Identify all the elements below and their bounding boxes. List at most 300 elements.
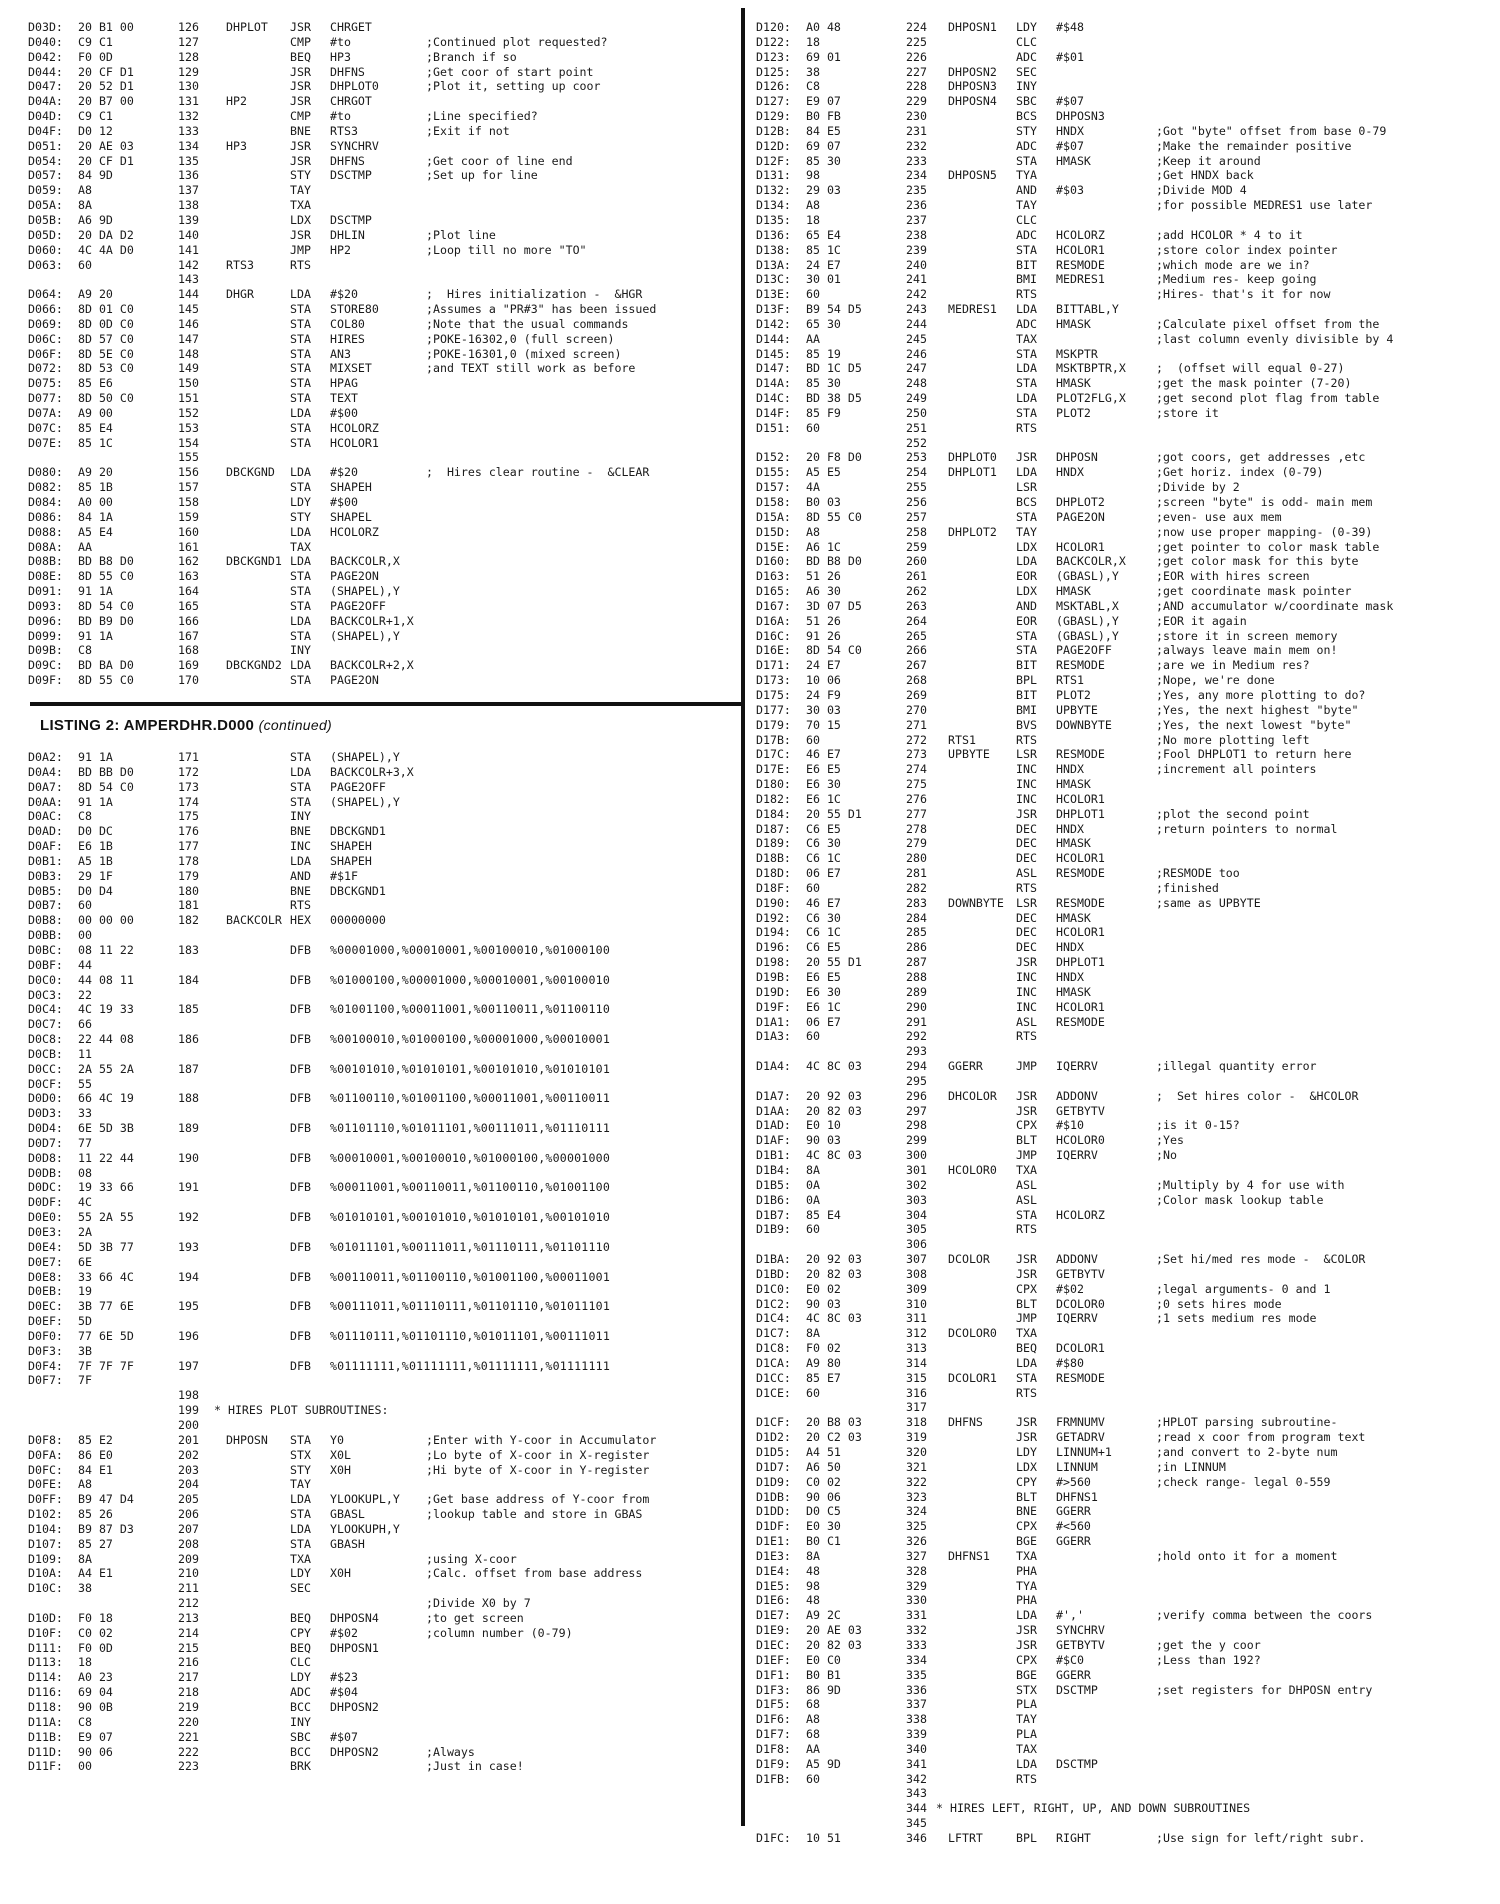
- code-operand: PAGE2OFF: [330, 779, 386, 794]
- code-opcode: BEQ: [290, 1640, 311, 1655]
- code-address: D0E0:: [28, 1210, 63, 1225]
- code-hex-bytes: 06 E7: [806, 866, 841, 881]
- code-hex-bytes: 20 B1 00: [78, 20, 134, 34]
- code-line: [756, 1727, 1476, 1742]
- code-hex-bytes: 8D 55 C0: [806, 509, 862, 524]
- code-opcode: LDA: [290, 658, 311, 673]
- code-opcode: JMP: [290, 242, 311, 257]
- code-operand: #>560: [1056, 1474, 1091, 1489]
- code-address: D145:: [756, 346, 791, 361]
- code-line-number: 193: [178, 1239, 199, 1254]
- code-label: HP3: [226, 138, 247, 153]
- code-line-number: 169: [178, 658, 199, 673]
- code-opcode: BNE: [1016, 1504, 1037, 1519]
- code-address: D160:: [756, 554, 791, 569]
- code-line: [28, 1195, 728, 1210]
- code-hex-bytes: A4 E1: [78, 1566, 113, 1581]
- code-line-number: 231: [906, 123, 927, 138]
- code-line-number: 239: [906, 242, 927, 257]
- code-line-number: 139: [178, 212, 199, 227]
- code-line-number: 346: [906, 1830, 927, 1845]
- code-comment: ;verify comma between the coors: [1156, 1608, 1373, 1623]
- code-line: [28, 1270, 728, 1285]
- code-line-number: 265: [906, 628, 927, 643]
- code-opcode: STA: [290, 391, 311, 406]
- code-hex-bytes: B9 54 D5: [806, 302, 862, 317]
- code-line: [28, 1611, 728, 1626]
- code-address: D0B5:: [28, 883, 63, 898]
- code-address: D11B:: [28, 1729, 63, 1744]
- code-line-number: 249: [906, 391, 927, 406]
- code-line: [756, 1297, 1476, 1312]
- code-line: [756, 1668, 1476, 1683]
- code-opcode: TXA: [1016, 1326, 1037, 1341]
- code-operand: X0H: [330, 1566, 351, 1581]
- code-label: DBCKGND: [226, 465, 275, 480]
- code-line-number: 283: [906, 895, 927, 910]
- code-line: [28, 1299, 728, 1314]
- code-hex-bytes: 91 26: [806, 628, 841, 643]
- code-line-number: 312: [906, 1326, 927, 1341]
- code-hex-bytes: 20 92 03: [806, 1252, 862, 1267]
- code-operand: (GBASL),Y: [1056, 628, 1119, 643]
- code-opcode: RTS: [290, 898, 311, 913]
- code-line: [756, 1564, 1476, 1579]
- code-line: [756, 762, 1476, 777]
- code-hex-bytes: C6 30: [806, 910, 841, 925]
- code-opcode: JSR: [1016, 1266, 1037, 1281]
- code-comment: ;Got "byte" offset from base 0-79: [1156, 123, 1387, 138]
- code-line: [28, 1477, 728, 1492]
- code-line: [28, 1210, 728, 1225]
- code-opcode: DFB: [290, 1328, 311, 1343]
- code-opcode: JMP: [1016, 1311, 1037, 1326]
- code-line-number: 137: [178, 183, 199, 198]
- code-line-number: 292: [906, 1029, 927, 1044]
- code-address: D171:: [756, 658, 791, 673]
- code-line-number: 319: [906, 1430, 927, 1445]
- code-opcode: DFB: [290, 1150, 311, 1165]
- code-address: D063:: [28, 257, 63, 272]
- code-line: [756, 599, 1476, 614]
- code-hex-bytes: E0 02: [806, 1281, 841, 1296]
- code-opcode: STA: [290, 779, 311, 794]
- code-line-number: 301: [906, 1162, 927, 1177]
- code-opcode: LDA: [1016, 302, 1037, 317]
- code-address: D102:: [28, 1507, 63, 1522]
- code-address: D1B6:: [756, 1192, 791, 1207]
- code-opcode: DFB: [290, 1210, 311, 1225]
- code-address: D163:: [756, 569, 791, 584]
- code-operand: #$20: [330, 465, 358, 480]
- code-line-number: 244: [906, 316, 927, 331]
- code-line: [28, 154, 728, 169]
- code-label: * HIRES LEFT, RIGHT, UP, AND DOWN SUBROUTINES: [936, 1801, 1251, 1816]
- code-operand: (SHAPEL),Y: [330, 584, 400, 599]
- code-opcode: STA: [290, 1432, 311, 1447]
- code-line: [756, 1757, 1476, 1772]
- code-hex-bytes: A0 23: [78, 1670, 113, 1685]
- code-line-number: 129: [178, 64, 199, 79]
- code-line: [28, 614, 728, 629]
- code-opcode: TAY: [290, 183, 311, 198]
- code-hex-bytes: 11: [78, 1046, 92, 1061]
- code-line-number: 150: [178, 376, 199, 391]
- code-address: D0DC:: [28, 1180, 63, 1195]
- code-address: D155:: [756, 465, 791, 480]
- code-hex-bytes: 60: [806, 420, 820, 435]
- code-label: DHCOLOR: [948, 1088, 997, 1103]
- code-address: D187:: [756, 821, 791, 836]
- code-line-number: 342: [906, 1771, 927, 1786]
- code-line-number: 308: [906, 1266, 927, 1281]
- code-hex-bytes: 8D 54 C0: [806, 643, 862, 658]
- code-comment: ;using X-coor: [426, 1551, 517, 1566]
- code-address: D157:: [756, 480, 791, 495]
- code-operand: #to: [330, 109, 351, 124]
- code-line: [756, 792, 1476, 807]
- code-comment: ;Nope, we're done: [1156, 673, 1275, 688]
- code-address: D1A1:: [756, 1014, 791, 1029]
- code-line-number: 272: [906, 732, 927, 747]
- code-hex-bytes: 8D 5E C0: [78, 346, 134, 361]
- code-opcode: TYA: [1016, 1578, 1037, 1593]
- code-operand: DHPLOT0: [330, 79, 379, 94]
- code-hex-bytes: 70 15: [806, 717, 841, 732]
- code-address: D0F3:: [28, 1343, 63, 1358]
- code-hex-bytes: 29 1F: [78, 868, 113, 883]
- code-hex-bytes: 6E 5D 3B: [78, 1121, 134, 1136]
- code-hex-bytes: 65 30: [806, 316, 841, 331]
- code-comment: ;Get coor of line end: [426, 153, 573, 168]
- code-address: D116:: [28, 1685, 63, 1700]
- code-address: D051:: [28, 138, 63, 153]
- code-operand: DSCTMP: [1056, 1756, 1098, 1771]
- code-hex-bytes: 85 1B: [78, 480, 113, 495]
- code-line: [28, 928, 728, 943]
- code-opcode: PLA: [1016, 1727, 1037, 1742]
- code-hex-bytes: 85 E2: [78, 1432, 113, 1447]
- code-hex-bytes: C6 1C: [806, 925, 841, 940]
- code-opcode: JSR: [290, 138, 311, 153]
- code-line: [28, 1745, 728, 1760]
- code-operand: %01001100,%00011001,%00110011,%01100110: [330, 1002, 611, 1017]
- code-hex-bytes: D0 D4: [78, 883, 113, 898]
- code-line-number: 192: [178, 1210, 199, 1225]
- code-line-number: 341: [906, 1756, 927, 1771]
- code-line-number: 186: [178, 1032, 199, 1047]
- code-operand: GETADRV: [1056, 1430, 1105, 1445]
- code-hex-bytes: 8D 50 C0: [78, 391, 134, 406]
- code-comment: ;read x coor from program text: [1156, 1430, 1366, 1445]
- code-operand: RIGHT: [1056, 1830, 1091, 1845]
- code-opcode: INC: [290, 839, 311, 854]
- code-address: D132:: [756, 183, 791, 198]
- code-opcode: DEC: [1016, 821, 1037, 836]
- code-line: [756, 243, 1476, 258]
- code-operand: RESMODE: [1056, 658, 1105, 673]
- code-line-number: 276: [906, 791, 927, 806]
- code-line: [28, 958, 728, 973]
- code-line-number: 136: [178, 168, 199, 183]
- code-line-number: 322: [906, 1474, 927, 1489]
- code-operand: #$07: [1056, 94, 1084, 109]
- code-line-number: 174: [178, 794, 199, 809]
- code-address: D040:: [28, 34, 63, 49]
- code-line-number: 271: [906, 717, 927, 732]
- code-hex-bytes: 55 2A 55: [78, 1210, 134, 1225]
- code-line-number: 294: [906, 1059, 927, 1074]
- code-line-number: 337: [906, 1697, 927, 1712]
- code-opcode: LDA: [1016, 391, 1037, 406]
- code-line-number: 230: [906, 109, 927, 124]
- code-operand: X0H: [330, 1462, 351, 1477]
- code-operand: #<560: [1056, 1519, 1091, 1534]
- code-operand: DHFNS1: [1056, 1489, 1098, 1504]
- code-opcode: PHA: [1016, 1593, 1037, 1608]
- code-opcode: DFB: [290, 942, 311, 957]
- code-line-number: 288: [906, 970, 927, 984]
- code-opcode: CMP: [290, 34, 311, 49]
- code-line-number: 257: [906, 509, 927, 524]
- code-opcode: STY: [290, 509, 311, 524]
- code-hex-bytes: A9 00: [78, 405, 113, 420]
- code-opcode: LDX: [1016, 539, 1037, 554]
- code-line-number: 153: [178, 420, 199, 435]
- code-opcode: JSR: [290, 20, 311, 34]
- code-line: [756, 1089, 1476, 1104]
- code-address: D04A:: [28, 94, 63, 109]
- code-address: D0FE:: [28, 1477, 63, 1492]
- code-hex-bytes: 22 44 08: [78, 1032, 134, 1047]
- code-line-number: 173: [178, 779, 199, 794]
- code-line: [28, 1492, 728, 1507]
- code-opcode: RTS: [1016, 287, 1037, 302]
- left-column: [28, 20, 728, 688]
- code-hex-bytes: 20 AE 03: [78, 138, 134, 153]
- code-line: [28, 884, 728, 899]
- code-line: [28, 65, 728, 80]
- code-opcode: BMI: [1016, 272, 1037, 287]
- code-opcode: ADC: [1016, 49, 1037, 64]
- code-comment: ;are we in Medium res?: [1156, 658, 1310, 673]
- code-hex-bytes: BD B8 D0: [78, 554, 134, 569]
- code-hex-bytes: C6 E5: [806, 821, 841, 836]
- code-address: D16A:: [756, 613, 791, 628]
- code-line-number: 152: [178, 405, 199, 420]
- code-line-number: 343: [906, 1786, 927, 1801]
- code-opcode: LDX: [290, 212, 311, 227]
- code-address: D13F:: [756, 302, 791, 317]
- code-line: [756, 1015, 1476, 1030]
- code-line: [28, 1151, 728, 1166]
- code-opcode: TXA: [290, 1551, 311, 1566]
- code-comment: ;EOR it again: [1156, 613, 1247, 628]
- code-line-number: 140: [178, 227, 199, 242]
- code-opcode: DFB: [290, 1121, 311, 1136]
- code-address: D184:: [756, 806, 791, 821]
- code-opcode: STA: [290, 346, 311, 361]
- code-hex-bytes: 20 82 03: [806, 1637, 862, 1652]
- code-line-number: 267: [906, 658, 927, 673]
- code-hex-bytes: 38: [806, 64, 820, 79]
- code-operand: DHPOSN2: [330, 1744, 379, 1759]
- code-line-number: 148: [178, 346, 199, 361]
- code-address: D17C:: [756, 747, 791, 762]
- code-line-number: 339: [906, 1727, 927, 1742]
- code-opcode: STY: [290, 168, 311, 183]
- code-hex-bytes: 24 F9: [806, 687, 841, 702]
- code-line-number: 323: [906, 1489, 927, 1504]
- code-opcode: JSR: [1016, 1623, 1037, 1638]
- code-opcode: STA: [290, 480, 311, 495]
- code-opcode: JSR: [290, 64, 311, 79]
- code-address: D17B:: [756, 732, 791, 747]
- code-hex-bytes: A5 E4: [78, 524, 113, 539]
- code-opcode: DEC: [1016, 910, 1037, 925]
- code-address: D135:: [756, 212, 791, 227]
- code-operand: #$03: [1056, 183, 1084, 198]
- code-label: UPBYTE: [948, 747, 990, 762]
- code-hex-bytes: 85 30: [806, 153, 841, 168]
- code-line: [756, 35, 1476, 50]
- code-operand: HIRES: [330, 331, 365, 346]
- code-address: D0B7:: [28, 898, 63, 913]
- code-line: [756, 1816, 1476, 1831]
- code-line: [756, 881, 1476, 896]
- code-comment: ;Keep it around: [1156, 153, 1261, 168]
- code-operand: #$23: [330, 1670, 358, 1685]
- code-label: DHGR: [226, 287, 254, 302]
- code-line-number: 156: [178, 465, 199, 480]
- code-opcode: STA: [1016, 628, 1037, 643]
- code-address: D125:: [756, 64, 791, 79]
- code-line-number: 258: [906, 524, 927, 539]
- code-address: D09F:: [28, 673, 63, 688]
- code-address: D152:: [756, 450, 791, 465]
- code-operand: BACKCOLR,X: [330, 554, 400, 569]
- code-line: [28, 272, 728, 287]
- code-address: D1BA:: [756, 1252, 791, 1267]
- code-line: [28, 198, 728, 213]
- code-line: [756, 1593, 1476, 1608]
- code-opcode: BCC: [290, 1700, 311, 1714]
- code-comment: ;store it in screen memory: [1156, 628, 1338, 643]
- code-opcode: INC: [1016, 791, 1037, 806]
- code-line-number: 254: [906, 465, 927, 480]
- code-hex-bytes: 46 E7: [806, 747, 841, 762]
- code-line: [756, 1490, 1476, 1505]
- code-operand: PAGE2ON: [330, 569, 379, 584]
- code-line-number: 202: [178, 1447, 199, 1462]
- code-address: D123:: [756, 49, 791, 64]
- code-hex-bytes: E6 E5: [806, 970, 841, 984]
- code-line: [756, 480, 1476, 495]
- code-operand: LINNUM: [1056, 1459, 1098, 1474]
- code-hex-bytes: B9 47 D4: [78, 1492, 134, 1507]
- code-line-number: 188: [178, 1091, 199, 1106]
- code-hex-bytes: A4 51: [806, 1445, 841, 1459]
- code-opcode: BCS: [1016, 109, 1037, 124]
- code-line-number: 166: [178, 613, 199, 628]
- code-hex-bytes: E6 1C: [806, 999, 841, 1014]
- code-opcode: DFB: [290, 1032, 311, 1047]
- code-line-number: 307: [906, 1252, 927, 1267]
- code-line-number: 259: [906, 539, 927, 554]
- code-opcode: ADC: [1016, 316, 1037, 331]
- code-opcode: LDA: [290, 764, 311, 779]
- code-line: [28, 673, 728, 688]
- code-address: D086:: [28, 509, 63, 524]
- code-line-number: 300: [906, 1148, 927, 1163]
- code-hex-bytes: 65 E4: [806, 227, 841, 242]
- code-hex-bytes: 55: [78, 1076, 92, 1091]
- code-operand: %00110011,%01100110,%01001100,%00011001: [330, 1269, 611, 1284]
- code-operand: IQERRV: [1056, 1148, 1098, 1163]
- code-line-number: 226: [906, 49, 927, 64]
- code-line: [756, 955, 1476, 970]
- code-address: D0B1:: [28, 853, 63, 868]
- code-address: D18F:: [756, 880, 791, 895]
- code-line-number: 302: [906, 1177, 927, 1192]
- code-line-number: 168: [178, 643, 199, 658]
- code-hex-bytes: E9 07: [78, 1729, 113, 1744]
- code-hex-bytes: C8: [78, 809, 92, 824]
- code-hex-bytes: 2A: [78, 1225, 92, 1239]
- code-opcode: INC: [1016, 777, 1037, 792]
- code-opcode: DFB: [290, 1091, 311, 1106]
- code-address: D0F8:: [28, 1432, 63, 1447]
- code-hex-bytes: 69 04: [78, 1685, 113, 1700]
- code-line-number: 324: [906, 1504, 927, 1519]
- code-comment: ;get second plot flag from table: [1156, 391, 1380, 406]
- code-line-number: 225: [906, 34, 927, 49]
- code-address: D147:: [756, 361, 791, 376]
- code-line: [756, 1386, 1476, 1401]
- code-opcode: ASL: [1016, 866, 1037, 881]
- code-line: [28, 1655, 728, 1670]
- code-line-number: 205: [178, 1492, 199, 1507]
- code-line: [756, 1608, 1476, 1623]
- code-line-number: 154: [178, 435, 199, 450]
- code-opcode: BNE: [290, 123, 311, 138]
- code-opcode: LDA: [290, 1492, 311, 1507]
- code-opcode: BVS: [1016, 717, 1037, 732]
- code-label: HCOLOR0: [948, 1162, 997, 1177]
- code-opcode: SBC: [290, 1729, 311, 1744]
- code-hex-bytes: 8A: [78, 1551, 92, 1566]
- code-line-number: 313: [906, 1341, 927, 1356]
- code-line: [28, 525, 728, 540]
- code-operand: DCOLOR1: [1056, 1341, 1105, 1356]
- code-hex-bytes: 22: [78, 987, 92, 1002]
- code-line-number: 199: [178, 1403, 199, 1418]
- code-hex-bytes: 8A: [806, 1548, 820, 1563]
- code-hex-bytes: C6 1C: [806, 851, 841, 866]
- code-line-number: 340: [906, 1741, 927, 1756]
- code-hex-bytes: 29 03: [806, 183, 841, 198]
- column-divider-vertical: [741, 8, 745, 1826]
- code-line-number: 201: [178, 1432, 199, 1447]
- code-hex-bytes: 91 1A: [78, 628, 113, 643]
- code-hex-bytes: 85 E6: [78, 376, 113, 391]
- code-hex-bytes: 00: [78, 1759, 92, 1774]
- code-hex-bytes: 44 08 11: [78, 972, 134, 987]
- code-line: [756, 94, 1476, 109]
- code-hex-bytes: 08 11 22: [78, 942, 134, 957]
- code-operand: GBASL: [330, 1507, 365, 1522]
- code-hex-bytes: 0A: [806, 1192, 820, 1207]
